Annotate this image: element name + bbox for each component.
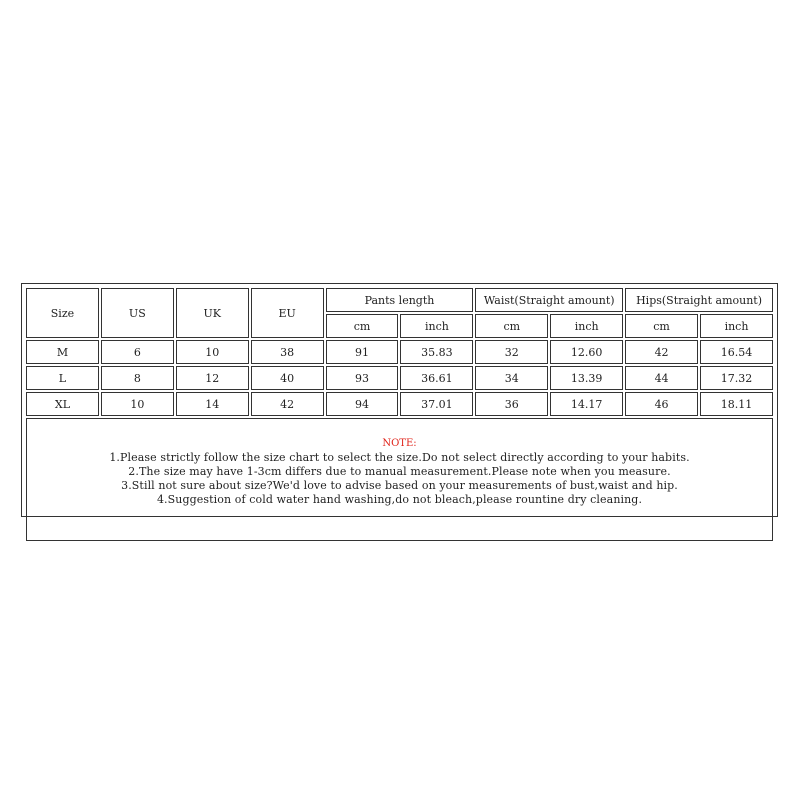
subheader-cm: cm: [326, 314, 399, 338]
note-line-2: 2.The size may have 1-3cm differs due to manual measurement.Please note when you measure.: [128, 465, 671, 478]
table-row: [26, 366, 773, 390]
subheader-inch: inch: [550, 314, 623, 338]
cell-eu: 42: [251, 392, 324, 416]
header-pants-length: Pants length: [326, 288, 474, 312]
cell-hips-inch: 18.11: [700, 392, 773, 416]
cell-pants-inch: 36.61: [400, 366, 473, 390]
cell-uk: 12: [176, 366, 249, 390]
cell-waist-inch: 12.60: [550, 340, 623, 364]
cell-size: XL: [26, 392, 99, 416]
cell-eu: 40: [251, 366, 324, 390]
cell-pants-cm: 94: [326, 392, 399, 416]
cell-pants-cm: 93: [326, 366, 399, 390]
size-chart: [21, 283, 778, 517]
cell-eu: 38: [251, 340, 324, 364]
cell-waist-cm: 32: [475, 340, 548, 364]
header-row: [26, 288, 773, 312]
size-table: [24, 286, 775, 543]
header-waist: Waist(Straight amount): [475, 288, 623, 312]
cell-pants-inch: 37.01: [400, 392, 473, 416]
cell-waist-cm: 36: [475, 392, 548, 416]
header-uk: UK: [176, 288, 249, 338]
cell-waist-inch: 13.39: [550, 366, 623, 390]
cell-size: L: [26, 366, 99, 390]
header-hips: Hips(Straight amount): [625, 288, 773, 312]
header-us: US: [101, 288, 174, 338]
note-title: NOTE:: [382, 438, 417, 449]
cell-hips-cm: 42: [625, 340, 698, 364]
cell-waist-inch: 14.17: [550, 392, 623, 416]
table-row: [26, 340, 773, 364]
cell-pants-inch: 35.83: [400, 340, 473, 364]
note-line-1: 1.Please strictly follow the size chart to select the size.Do not select directly according to your habits.: [109, 451, 690, 464]
cell-hips-inch: 16.54: [700, 340, 773, 364]
cell-us: 8: [101, 366, 174, 390]
subheader-inch: inch: [400, 314, 473, 338]
note-line-3: 3.Still not sure about size?We'd love to advise based on your measurements of bust,waist and hip.: [121, 479, 678, 492]
cell-pants-cm: 91: [326, 340, 399, 364]
cell-hips-cm: 44: [625, 366, 698, 390]
table-row: [26, 392, 773, 416]
note-line-4: 4.Suggestion of cold water hand washing,do not bleach,please rountine dry cleaning.: [156, 493, 643, 506]
subheader-inch: inch: [700, 314, 773, 338]
cell-hips-inch: 17.32: [700, 366, 773, 390]
cell-size: M: [26, 340, 99, 364]
subheader-cm: cm: [625, 314, 698, 338]
cell-uk: 10: [176, 340, 249, 364]
note-row: [26, 418, 773, 541]
header-size: Size: [26, 288, 99, 338]
cell-waist-cm: 34: [475, 366, 548, 390]
cell-us: 6: [101, 340, 174, 364]
header-eu: EU: [251, 288, 324, 338]
note-box: [26, 418, 773, 541]
cell-us: 10: [101, 392, 174, 416]
cell-hips-cm: 46: [625, 392, 698, 416]
subheader-cm: cm: [475, 314, 548, 338]
cell-uk: 14: [176, 392, 249, 416]
